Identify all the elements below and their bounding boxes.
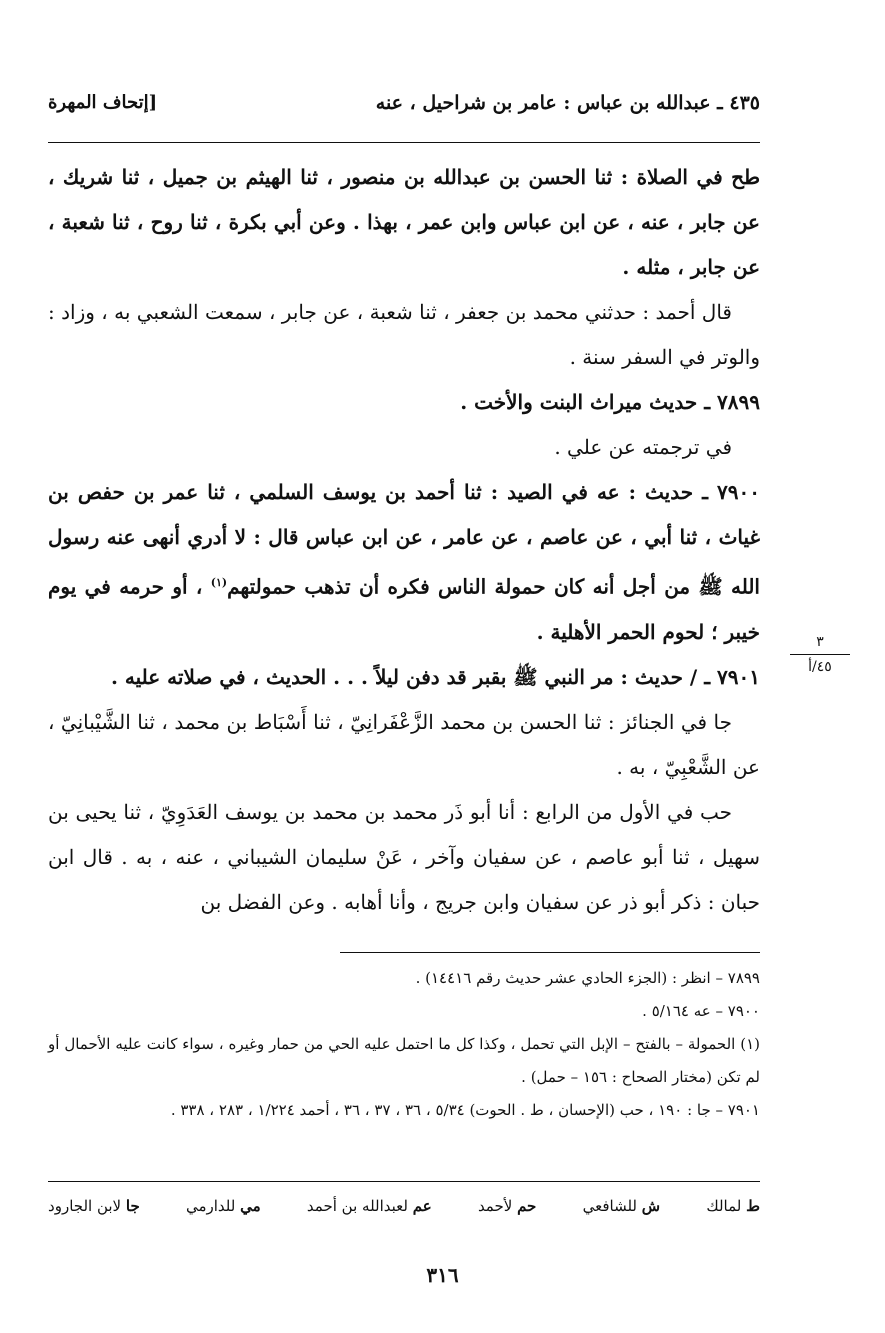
paragraph-jarud: جا في الجنائز : ثنا الحسن بن محمد الزَّعْفَرانِيّ ، ثنا أَسْبَاط بن محمد ، ثنا الشَّيْبانِيّ ، عن الشَّعْبِيّ ، به . [48, 709, 760, 779]
footnotes [48, 962, 760, 1127]
paragraph-hibban: حب في الأول من الرابع : أنا أبو ذَر محمد بن محمد بن يوسف العَدَوِيّ ، ثنا يحيى بن سهيل ، ثنا أبو عاصم ، عن سفيان وآخر ، عَنْ سليمان الشيباني ، عنه ، به . قال ابن حبان : ذكر أبو ذر عن سفيان وابن جريج ، وأنا أهابه . وعن الفضل بن [48, 799, 760, 914]
margin-rule [790, 654, 850, 655]
footnote-7900: ٧٩٠٠ – عه ٥/١٦٤ . [642, 1002, 760, 1020]
header-book-title: [إتحاف المهرة [48, 92, 158, 113]
margin-number: ٣ [816, 634, 824, 650]
paragraph-ahmad: قال أحمد : حدثني محمد بن جعفر ، ثنا شعبة ، عن جابر ، سمعت الشعبي به ، وزاد : والوتر في السفر سنة . [48, 300, 760, 369]
body-p1: طح في الصلاة : ثنا الحسن بن عبدالله بن منصور ، ثنا الهيثم بن جميل ، ثنا شريك ، عن جابر ، عنه ، عن ابن عباس وابن عمر ، بهذا . وعن أبي بكرة ، ثنا روح ، ثنا شعبة ، عن جابر ، مثله . [48, 165, 760, 279]
paragraph-cross-ref: في ترجمته عن علي . [554, 435, 732, 459]
margin-folio: ٤٥/أ [808, 659, 832, 675]
legend-item: مي للدارمي [185, 1197, 261, 1215]
hadith-7901-heading: ٧٩٠١ ـ / حديث : مر النبي ﷺ بقبر قد دفن ليلاً . . . الحديث ، في صلاته عليه . [110, 664, 760, 689]
paragraph-tahawi [48, 155, 760, 290]
footnote-7899: ٧٨٩٩ – انظر : (الجزء الحادي عشر حديث رقم ١٤٤١٦) . [415, 969, 760, 987]
legend-item: حم لأحمد [477, 1197, 537, 1215]
hadith-7900-tail: ، أو حرمه في يوم خيبر ؛ لحوم الحمر الأهلية . [48, 574, 760, 644]
legend-rule [48, 1181, 760, 1182]
footnote-1: (١) الحمولة – بالفتح – الإبل التي تحمل ، وكذا كل ما احتمل عليه الحي من حمار وغيره ، سواء كانت عليه الأحمال أو لم تكن (مختار الصحاح : ١٥٦ – حمل) . [48, 1035, 760, 1086]
margin-manuscript-ref [790, 634, 850, 675]
page-number: ٣١٦ [426, 1263, 459, 1287]
main-text [48, 155, 760, 925]
footnote-7901: ٧٩٠١ – جا : ١٩٠ ، حب (الإحسان ، ط . الحوت) ٥/٣٤ ، ٣٦ ، ٣٧ ، ٣٦ ، أحمد ١/٢٢٤ ، ٢٨٣ ، ٣٣٨ . [170, 1101, 760, 1119]
hadith-7900 [48, 470, 760, 655]
legend-item: ش للشافعي [582, 1197, 661, 1215]
header-rule [48, 142, 760, 143]
header-title: ٤٣٥ ـ عبدالله بن عباس : عامر بن شراحيل ، عنه [375, 92, 760, 114]
hadith-7899-heading: ٧٨٩٩ ـ حديث ميراث البنت والأخت . [460, 390, 760, 414]
legend-item: عم لعبدالله بن أحمد [306, 1197, 432, 1215]
footnote-ref-1: (١) [210, 576, 228, 589]
running-header [48, 92, 760, 126]
hadith-7900-text: ٧٩٠٠ ـ حديث : عه في الصيد : ثنا أحمد بن يوسف السلمي ، ثنا عمر بن حفص بن غياث ، ثنا أبي ، عن عاصم ، عن عامر ، عن ابن عباس قال : لا أدري أنهى عنه رسول الله ﷺ من أجل أنه كان حمولة الناس فكره أن تذهب حمولتهم [48, 480, 760, 599]
abbreviation-legend [48, 1197, 760, 1215]
legend-item: ط لمالك [706, 1197, 760, 1215]
legend-item: جا لابن الجارود [48, 1197, 140, 1215]
footnote-rule [340, 952, 760, 953]
